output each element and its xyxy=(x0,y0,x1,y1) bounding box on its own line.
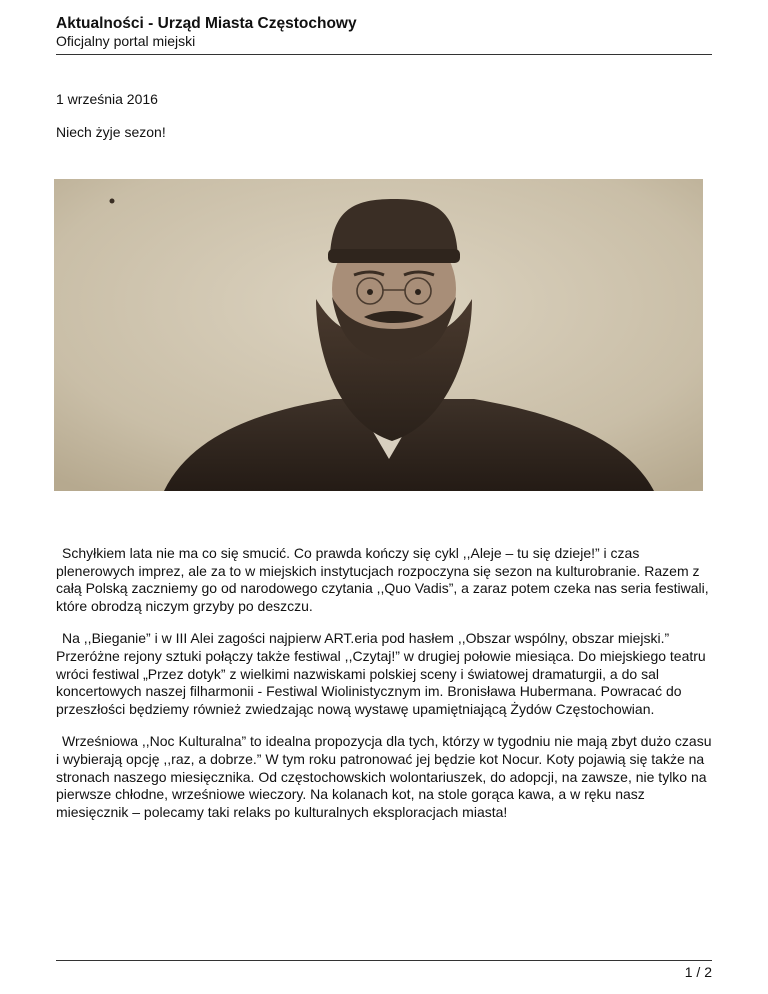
page-header xyxy=(56,14,712,55)
site-title: Aktualności - Urząd Miasta Częstochowy xyxy=(56,15,357,32)
page-number: 1 / 2 xyxy=(684,964,712,980)
article-title: Niech żyje sezon! xyxy=(56,124,166,140)
article-paragraph: Wrześniowa ,,Noc Kulturalna” to idealna propozycja dla tych, którzy w tygodniu nie mają zbyt dużo czasu i wybierają opcję ,,raz, a dobrze.” W tym roku patronować jej będzie kot Nocur. Koty pojawią się także na stronach naszego miesięcznika. Od częstochowskich wolontariuszek, do adopcji, na zawsze, nie tylko na pierwsze chłodne, wrześniowe wieczory. Na kolanach kot, na stole gorąca kawa, a w ręku nasz miesięcznik – polecamy taki relaks po kulturalnych eksploracjach miasta! xyxy=(56,733,712,820)
article-photo xyxy=(54,179,703,491)
article-body xyxy=(56,545,716,836)
article-paragraph: Schyłkiem lata nie ma co się smucić. Co prawda kończy się cykl ,,Aleje – tu się dzieje!” i czas plenerowych imprez, ale za to w miejskich instytucjach rozpoczyna się sezon na kulturobranie. Razem z całą Polską zaczniemy go od narodowego czytania ,,Quo Vadis”, a zaraz potem czeka nas seria festiwali, które obrodzą niczym grzyby po deszczu. xyxy=(56,545,709,614)
article-paragraph: Na ,,Bieganie” i w III Alei zagości najpierw ART.eria pod hasłem ,,Obszar wspólny, obszar miejski.” Przeróżne rejony sztuki połączy także festiwal ,,Czytaj!” w drugiej połowie miesiąca. Do miejskiego teatru wróci festiwal „Przez dotyk” z wielkimi nazwiskami polskiej sceny i światowej dramaturgii, a do sal koncertowych naszej filharmonii - Festiwal Wiolinistycznym im. Bronisława Hubermana. Powracać do przeszłości będziemy również zwiedzając nową wystawę upamiętniającą Żydów Częstochowian. xyxy=(56,630,706,717)
article-date: 1 września 2016 xyxy=(56,91,158,107)
portrait-photo-image xyxy=(54,179,703,491)
footer-divider xyxy=(56,960,712,961)
site-subtitle: Oficjalny portal miejski xyxy=(56,33,196,49)
